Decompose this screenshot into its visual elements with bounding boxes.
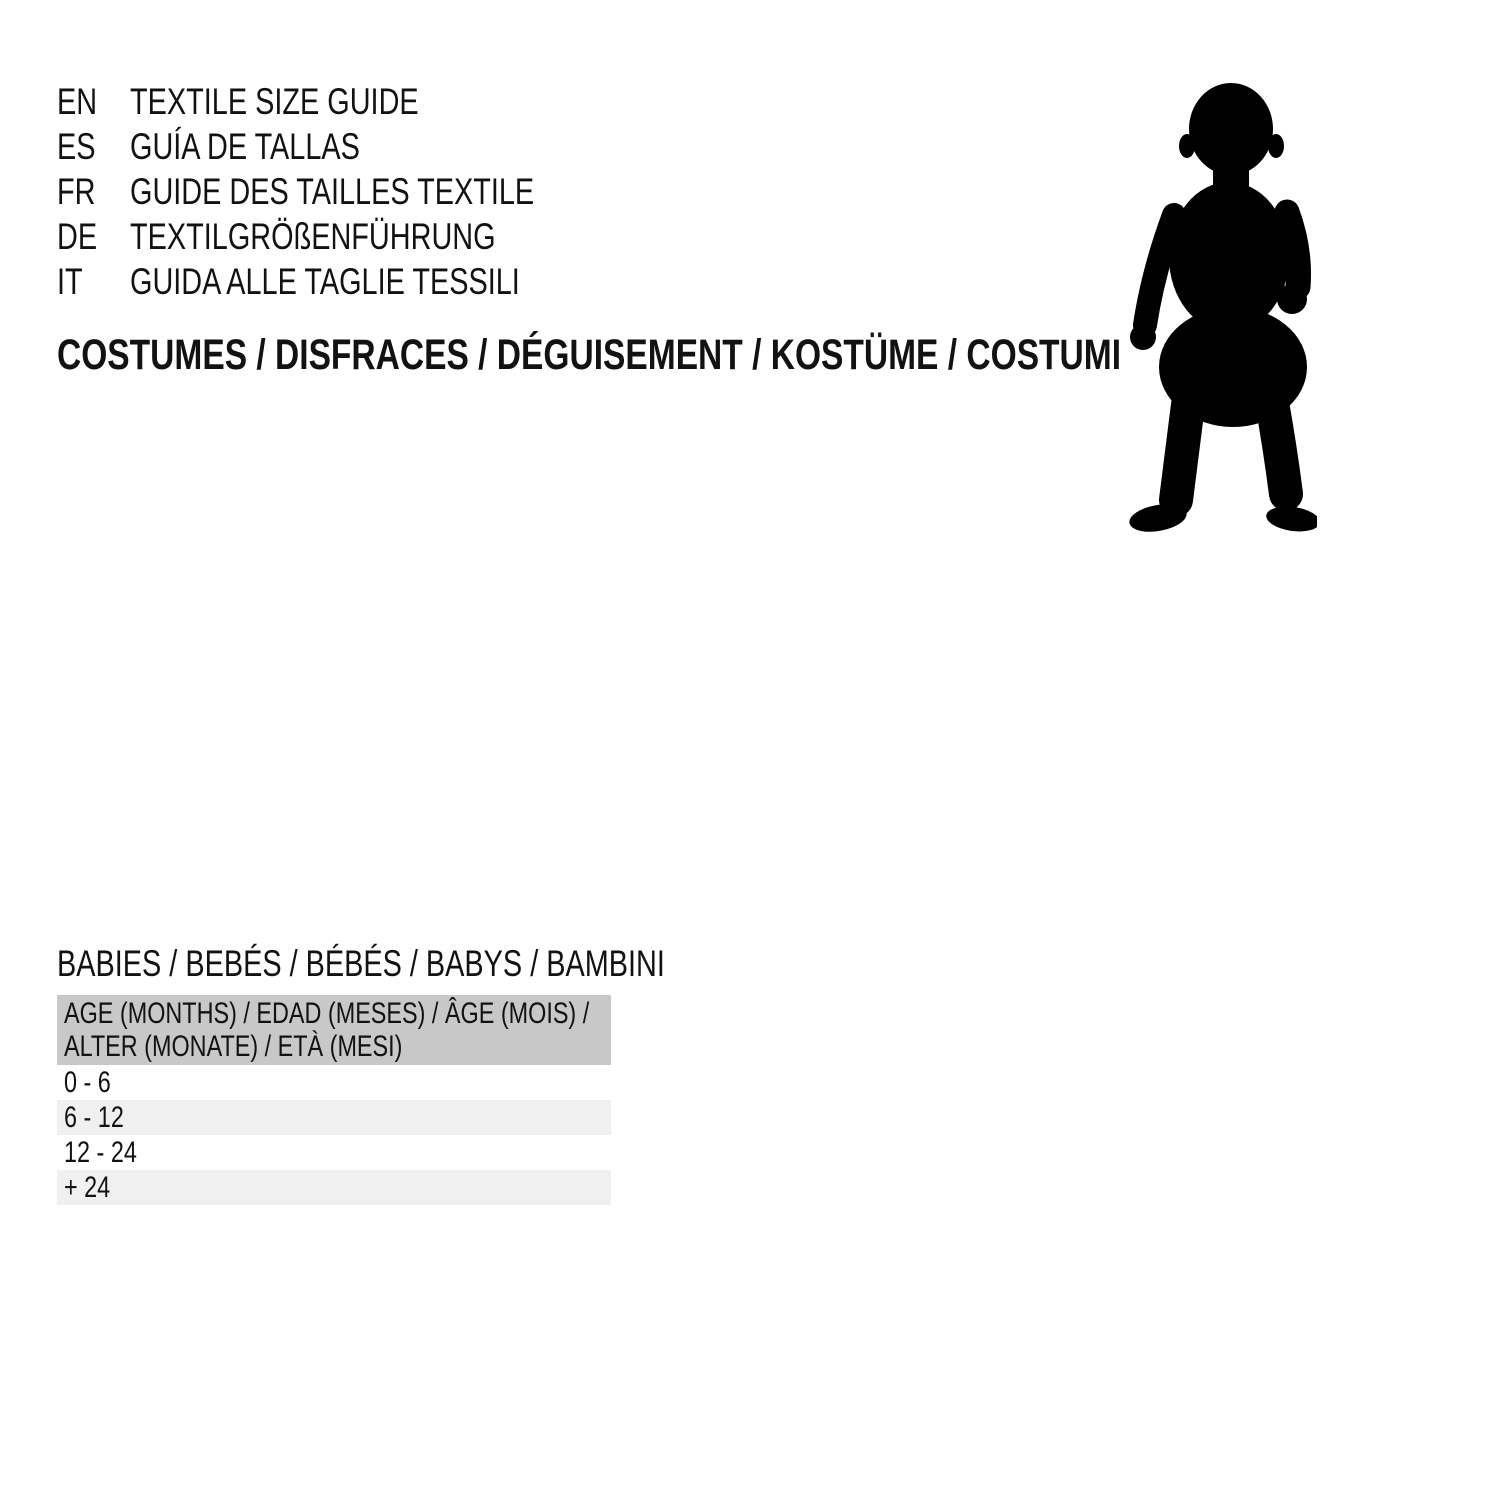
language-row: [57, 79, 648, 124]
table-row: [57, 1135, 611, 1170]
language-code: ES: [57, 125, 96, 167]
language-code: FR: [57, 170, 96, 212]
language-code: DE: [57, 215, 98, 257]
language-code: IT: [57, 260, 83, 302]
table-row: [57, 1170, 611, 1205]
language-title: TEXTILE SIZE GUIDE: [130, 80, 419, 122]
language-title: GUIDA ALLE TAGLIE TESSILI: [130, 260, 520, 302]
language-title: GUIDE DES TAILLES TEXTILE: [130, 170, 535, 212]
language-code: EN: [57, 80, 98, 122]
age-range-value: 12 - 24: [64, 1135, 137, 1169]
baby-left-arm: [1145, 215, 1174, 325]
table-row: [57, 1100, 611, 1135]
age-table-header-line-2: ALTER (MONATE) / ETÀ (MESI): [64, 1030, 403, 1063]
baby-silhouette-icon: [1127, 82, 1317, 537]
language-row: [57, 259, 648, 304]
babies-section-title-text: BABIES / BEBÉS / BÉBÉS / BABYS / BAMBINI: [57, 943, 665, 984]
baby-right-leg: [1271, 397, 1286, 494]
language-title: TEXTILGRÖßENFÜHRUNG: [130, 215, 496, 257]
language-title-list: [57, 79, 648, 304]
baby-left-leg: [1176, 397, 1189, 500]
language-title: GUÍA DE TALLAS: [130, 125, 360, 167]
age-range-value: + 24: [64, 1170, 111, 1204]
language-row: [57, 124, 648, 169]
age-table-header: [57, 995, 611, 1065]
age-range-value: 0 - 6: [64, 1065, 111, 1099]
babies-age-table: [57, 995, 611, 1205]
category-title-text: COSTUMES / DISFRACES / DÉGUISEMENT / KOSTÜME / COSTUMI: [57, 331, 1122, 379]
babies-section-title: [57, 941, 836, 986]
age-table-header-line-1: AGE (MONTHS) / EDAD (MESES) / ÂGE (MOIS) /: [64, 997, 590, 1030]
language-row: [57, 214, 648, 259]
age-range-value: 6 - 12: [64, 1100, 124, 1134]
language-row: [57, 169, 648, 214]
baby-right-arm: [1287, 212, 1299, 287]
table-row: [57, 1065, 611, 1100]
